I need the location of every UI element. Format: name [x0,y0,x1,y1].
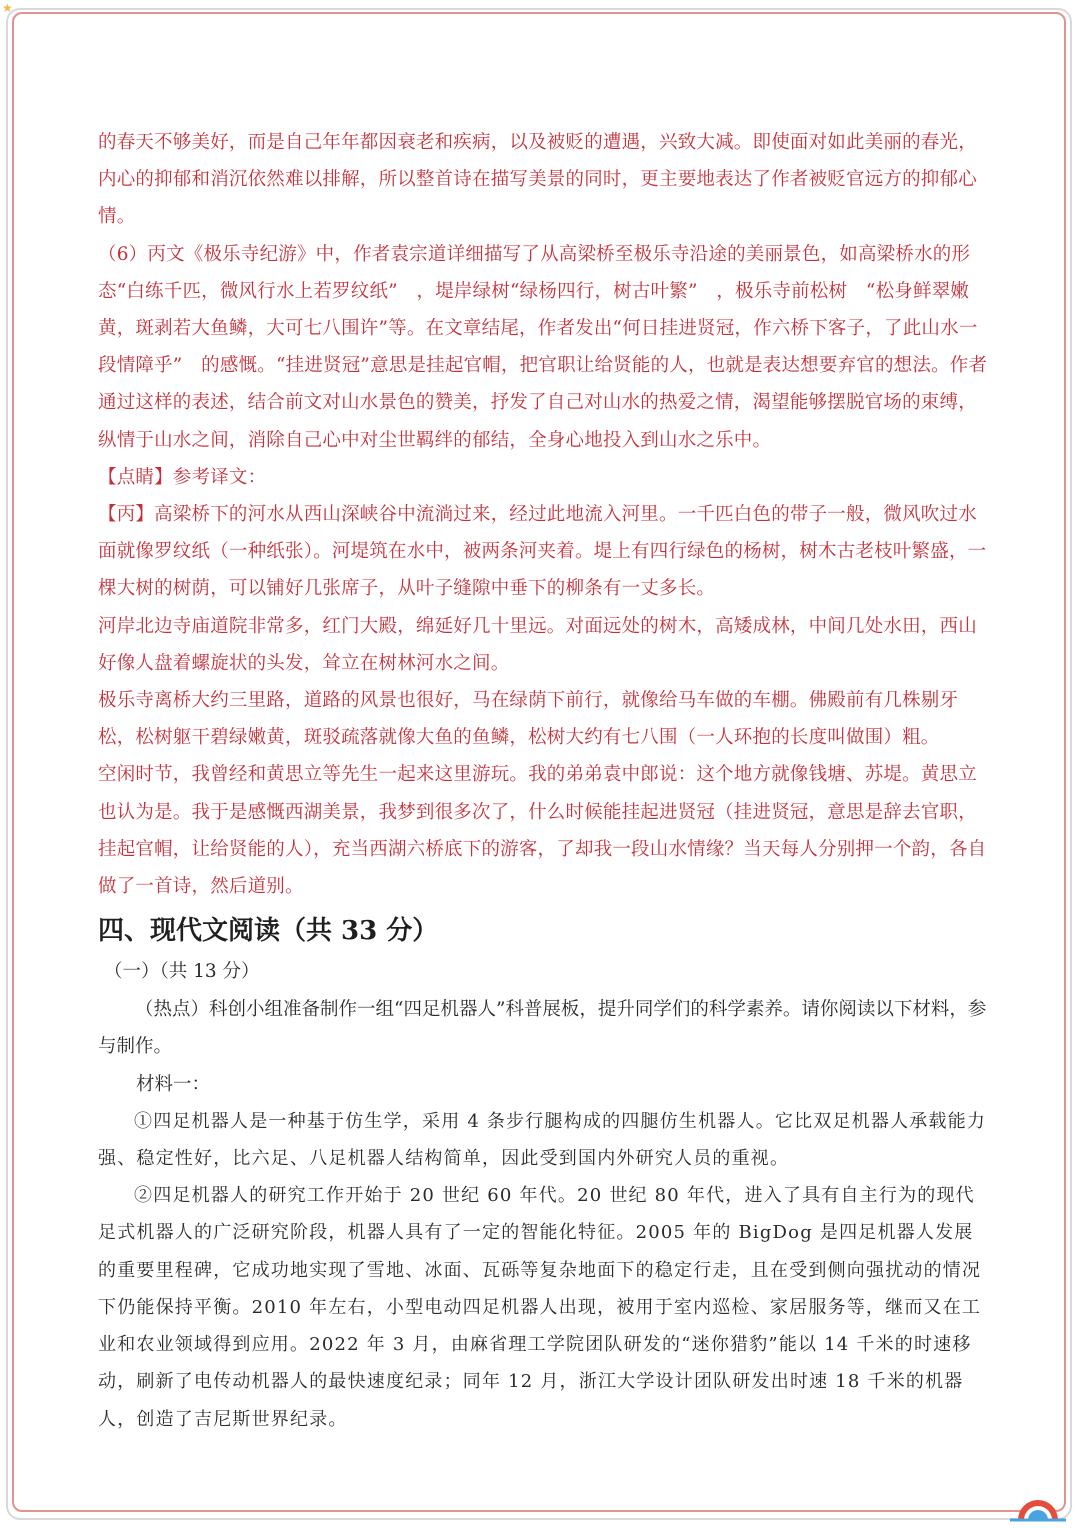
material-paragraph-1: ①四足机器人是一种基于仿生学，采用 4 条步行腿构成的四腿仿生机器人。它比双足机器人承载能力强、稳定性好，比六足、八足机器人结构简单，因此受到国内外研究人员的重视。 [98,1110,987,1170]
translation-paragraph-3: 极乐寺离桥大约三里路，道路的风景也很好，马在绿荫下前行，就像给马车做的车棚。佛殿前有几株剔牙松，松树躯干碧绿嫩黄，斑驳疏落就像大鱼的鱼鳞，松树大约有七八围（一人环抱的长度叫做围）粗。 [98,690,959,749]
question-intro: （热点）科创小组准备制作一组“四足机器人”科普展板，提升同学们的科学素养。请你阅读以下材料，参与制作。 [98,999,987,1058]
translation-paragraph-2: 河岸北边寺庙道院非常多，红门大殿，绵延好几十里远。对面远处的树木，高矮成林，中间几处水田，西山好像人盘着螺旋状的头发，耸立在树林河水之间。 [98,615,977,674]
material-paragraph-2: ②四足机器人的研究工作开始于 20 世纪 60 年代。20 世纪 80 年代，进入了具有自主行为的现代足式机器人的广泛研究阶段，机器人具有了一定的智能化特征。2005 年的 BigDog 是四足机器人发展的重要里程碑，它成功地实现了雪地、冰面、瓦砾等复杂地面下的稳定行走，且在受到侧向强扰动的情况下仍能保持平衡。2010 年左右，小型电动四足机器人出现，被用于室内巡检、家居服务等，继而又在工业和农业领域得到应用。2022 年 3 月，由麻省理工学院团队研发的“迷你猎豹”能以 14 千米的时速移动，刷新了电传动机器人的最快速度纪录；同年 12 月，浙江大学设计团队研发出时速 18 千米的机器人，创造了吉尼斯世界纪录。 [98,1185,982,1430]
corner-decoration-icon [1010,1492,1066,1522]
material-label: 材料一： [136,1073,211,1095]
part-title: （一）（共 13 分） [104,961,260,983]
translation-paragraph-4: 空闲时节，我曾经和黄思立等先生一起来这里游玩。我的弟弟袁中郎说：这个地方就像钱塘、苏堤。黄思立也认为是。我于是感慨西湖美景，我梦到很多次了，什么时候能挂起进贤冠（挂进贤冠，意思是辞去官职，挂起官帽，让给贤能的人），充当西湖六桥底下的游客，了却我一段山水情缘？当天每人分别押一个韵，各自做了一首诗，然后道别。 [98,764,987,898]
translation-paragraph-1: 【丙】高梁桥下的河水从西山深峡谷中流淌过来，经过此地流入河里。一千匹白色的带子一般，微风吹过水面就像罗纹纸（一种纸张）。河堤筑在水中，被两条河夹着。堤上有四行绿色的杨树，树木古老枝叶繁盛，一棵大树的树荫，可以铺好几张席子，从叶子缝隙中垂下的柳条有一丈多长。 [98,504,987,600]
answer-paragraph-1: 的春天不够美好，而是自己年年都因衰老和疾病，以及被贬的遭遇，兴致大减。即使面对如此美丽的春光，内心的抑郁和消沉依然难以排解，所以整首诗在描写美景的同时，更主要地表达了作者被贬官远方的抑郁心情。 [98,132,977,228]
star-icon: ★ [2,1,13,15]
translation-heading: 【点睛】参考译文： [98,466,267,488]
answer-paragraph-2: （6）丙文《极乐寺纪游》中，作者袁宗道详细描写了从高梁桥至极乐寺沿途的美丽景色，如高梁桥水的形态“白练千匹，微风行水上若罗纹纸” ，堤岸绿树“绿杨四行，树古叶繁” ，极乐寺前松树 “松身鲜翠嫩黄，斑剥若大鱼鳞，大可七八围许”等。在文章结尾，作者发出“何日挂进贤冠，作六桥下客子，了此山水一段情障乎” 的感慨。“挂进贤冠”意思是挂起官帽，把官职让给贤能的人，也就是表达想要弃官的想法。作者通过这样的表述，结合前文对山水景色的赞美，抒发了自己对山水的热爱之情，渴望能够摆脱官场的束缚，纵情于山水之间，消除自己心中对尘世羁绊的郁结，全身心地投入到山水之乐中。 [98,243,988,451]
section-title: 四、现代文阅读（共 33 分） [98,916,439,947]
document-body [98,124,988,1438]
